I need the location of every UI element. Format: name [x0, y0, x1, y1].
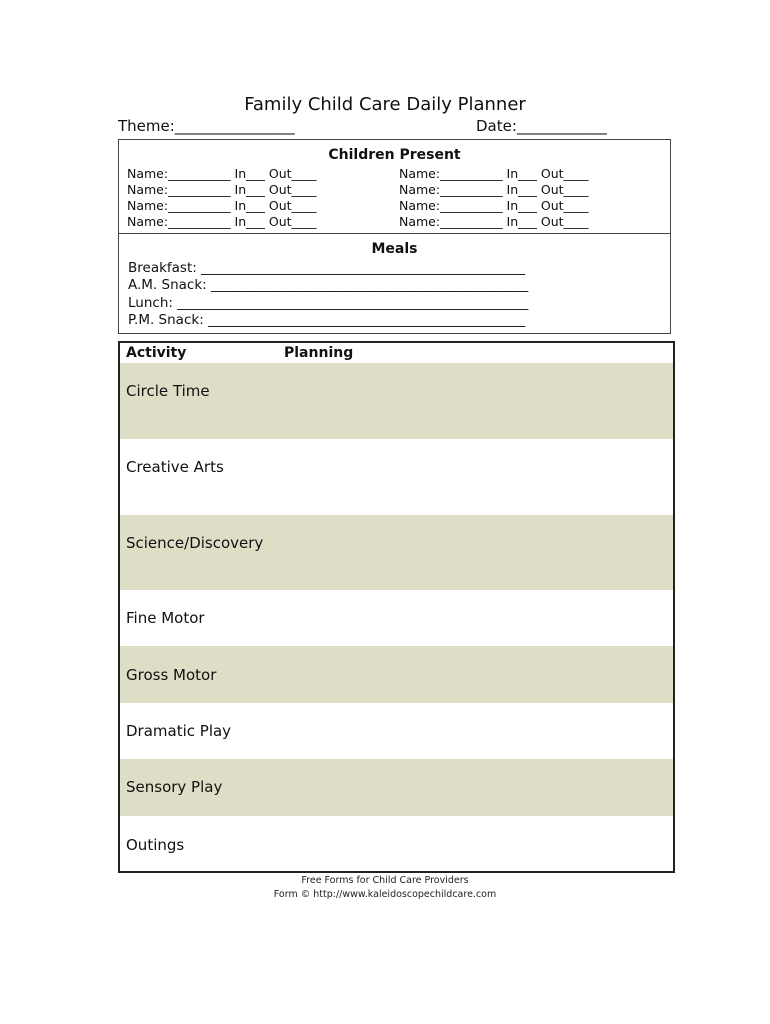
- activity-row-gross-motor[interactable]: [120, 646, 673, 703]
- activity-label: Outings: [126, 836, 185, 854]
- meal-am-snack-field[interactable]: A.M. Snack: _______________________________________________: [128, 277, 529, 294]
- date-field[interactable]: Date:____________: [476, 117, 607, 135]
- activity-row-science-discovery[interactable]: [120, 515, 673, 590]
- activity-row-outings[interactable]: [120, 816, 673, 873]
- page-title: Family Child Care Daily Planner: [244, 94, 526, 115]
- activity-planning-table: [118, 341, 675, 873]
- meal-pm-snack-field[interactable]: P.M. Snack: _______________________________________________: [128, 311, 526, 328]
- footer-line-2: Form © http://www.kaleidoscopechildcare.com: [273, 889, 497, 900]
- activity-label: Gross Motor: [126, 666, 217, 684]
- theme-field[interactable]: Theme:________________: [118, 117, 295, 135]
- child-entry[interactable]: Name:__________ In___ Out____: [127, 214, 317, 229]
- children-left-column: [127, 166, 317, 230]
- meal-lunch-field[interactable]: Lunch: ____________________________________________________: [128, 294, 529, 311]
- activity-label: Science/Discovery: [126, 534, 264, 552]
- activity-label: Fine Motor: [126, 609, 205, 627]
- activity-row-creative-arts[interactable]: [120, 439, 673, 515]
- children-present-heading: Children Present: [328, 147, 461, 163]
- activity-label: Circle Time: [126, 382, 210, 400]
- meals-heading: Meals: [371, 241, 418, 257]
- footer-line-1: Free Forms for Child Care Providers: [301, 875, 469, 886]
- child-entry[interactable]: Name:__________ In___ Out____: [127, 198, 317, 213]
- planning-column-header: Planning: [284, 345, 354, 361]
- children-present-section: [118, 139, 671, 234]
- child-entry[interactable]: Name:__________ In___ Out____: [399, 166, 589, 181]
- activity-label: Creative Arts: [126, 458, 224, 476]
- activity-row-circle-time[interactable]: [120, 363, 673, 439]
- child-entry[interactable]: Name:__________ In___ Out____: [399, 214, 589, 229]
- child-entry[interactable]: Name:__________ In___ Out____: [127, 166, 317, 181]
- meal-lines: [128, 260, 528, 329]
- child-entry[interactable]: Name:__________ In___ Out____: [399, 198, 589, 213]
- table-header: [120, 343, 673, 363]
- children-right-column: [399, 166, 589, 230]
- activity-column-header: Activity: [126, 345, 187, 361]
- activity-label: Dramatic Play: [126, 722, 232, 740]
- activity-row-sensory-play[interactable]: [120, 759, 673, 816]
- child-entry[interactable]: Name:__________ In___ Out____: [127, 182, 317, 197]
- meals-section: [118, 233, 671, 334]
- activity-label: Sensory Play: [126, 778, 223, 796]
- meal-breakfast-field[interactable]: Breakfast: ________________________________________________: [128, 260, 526, 276]
- activity-row-dramatic-play[interactable]: [120, 703, 673, 759]
- child-entry[interactable]: Name:__________ In___ Out____: [399, 182, 589, 197]
- activity-row-fine-motor[interactable]: [120, 590, 673, 646]
